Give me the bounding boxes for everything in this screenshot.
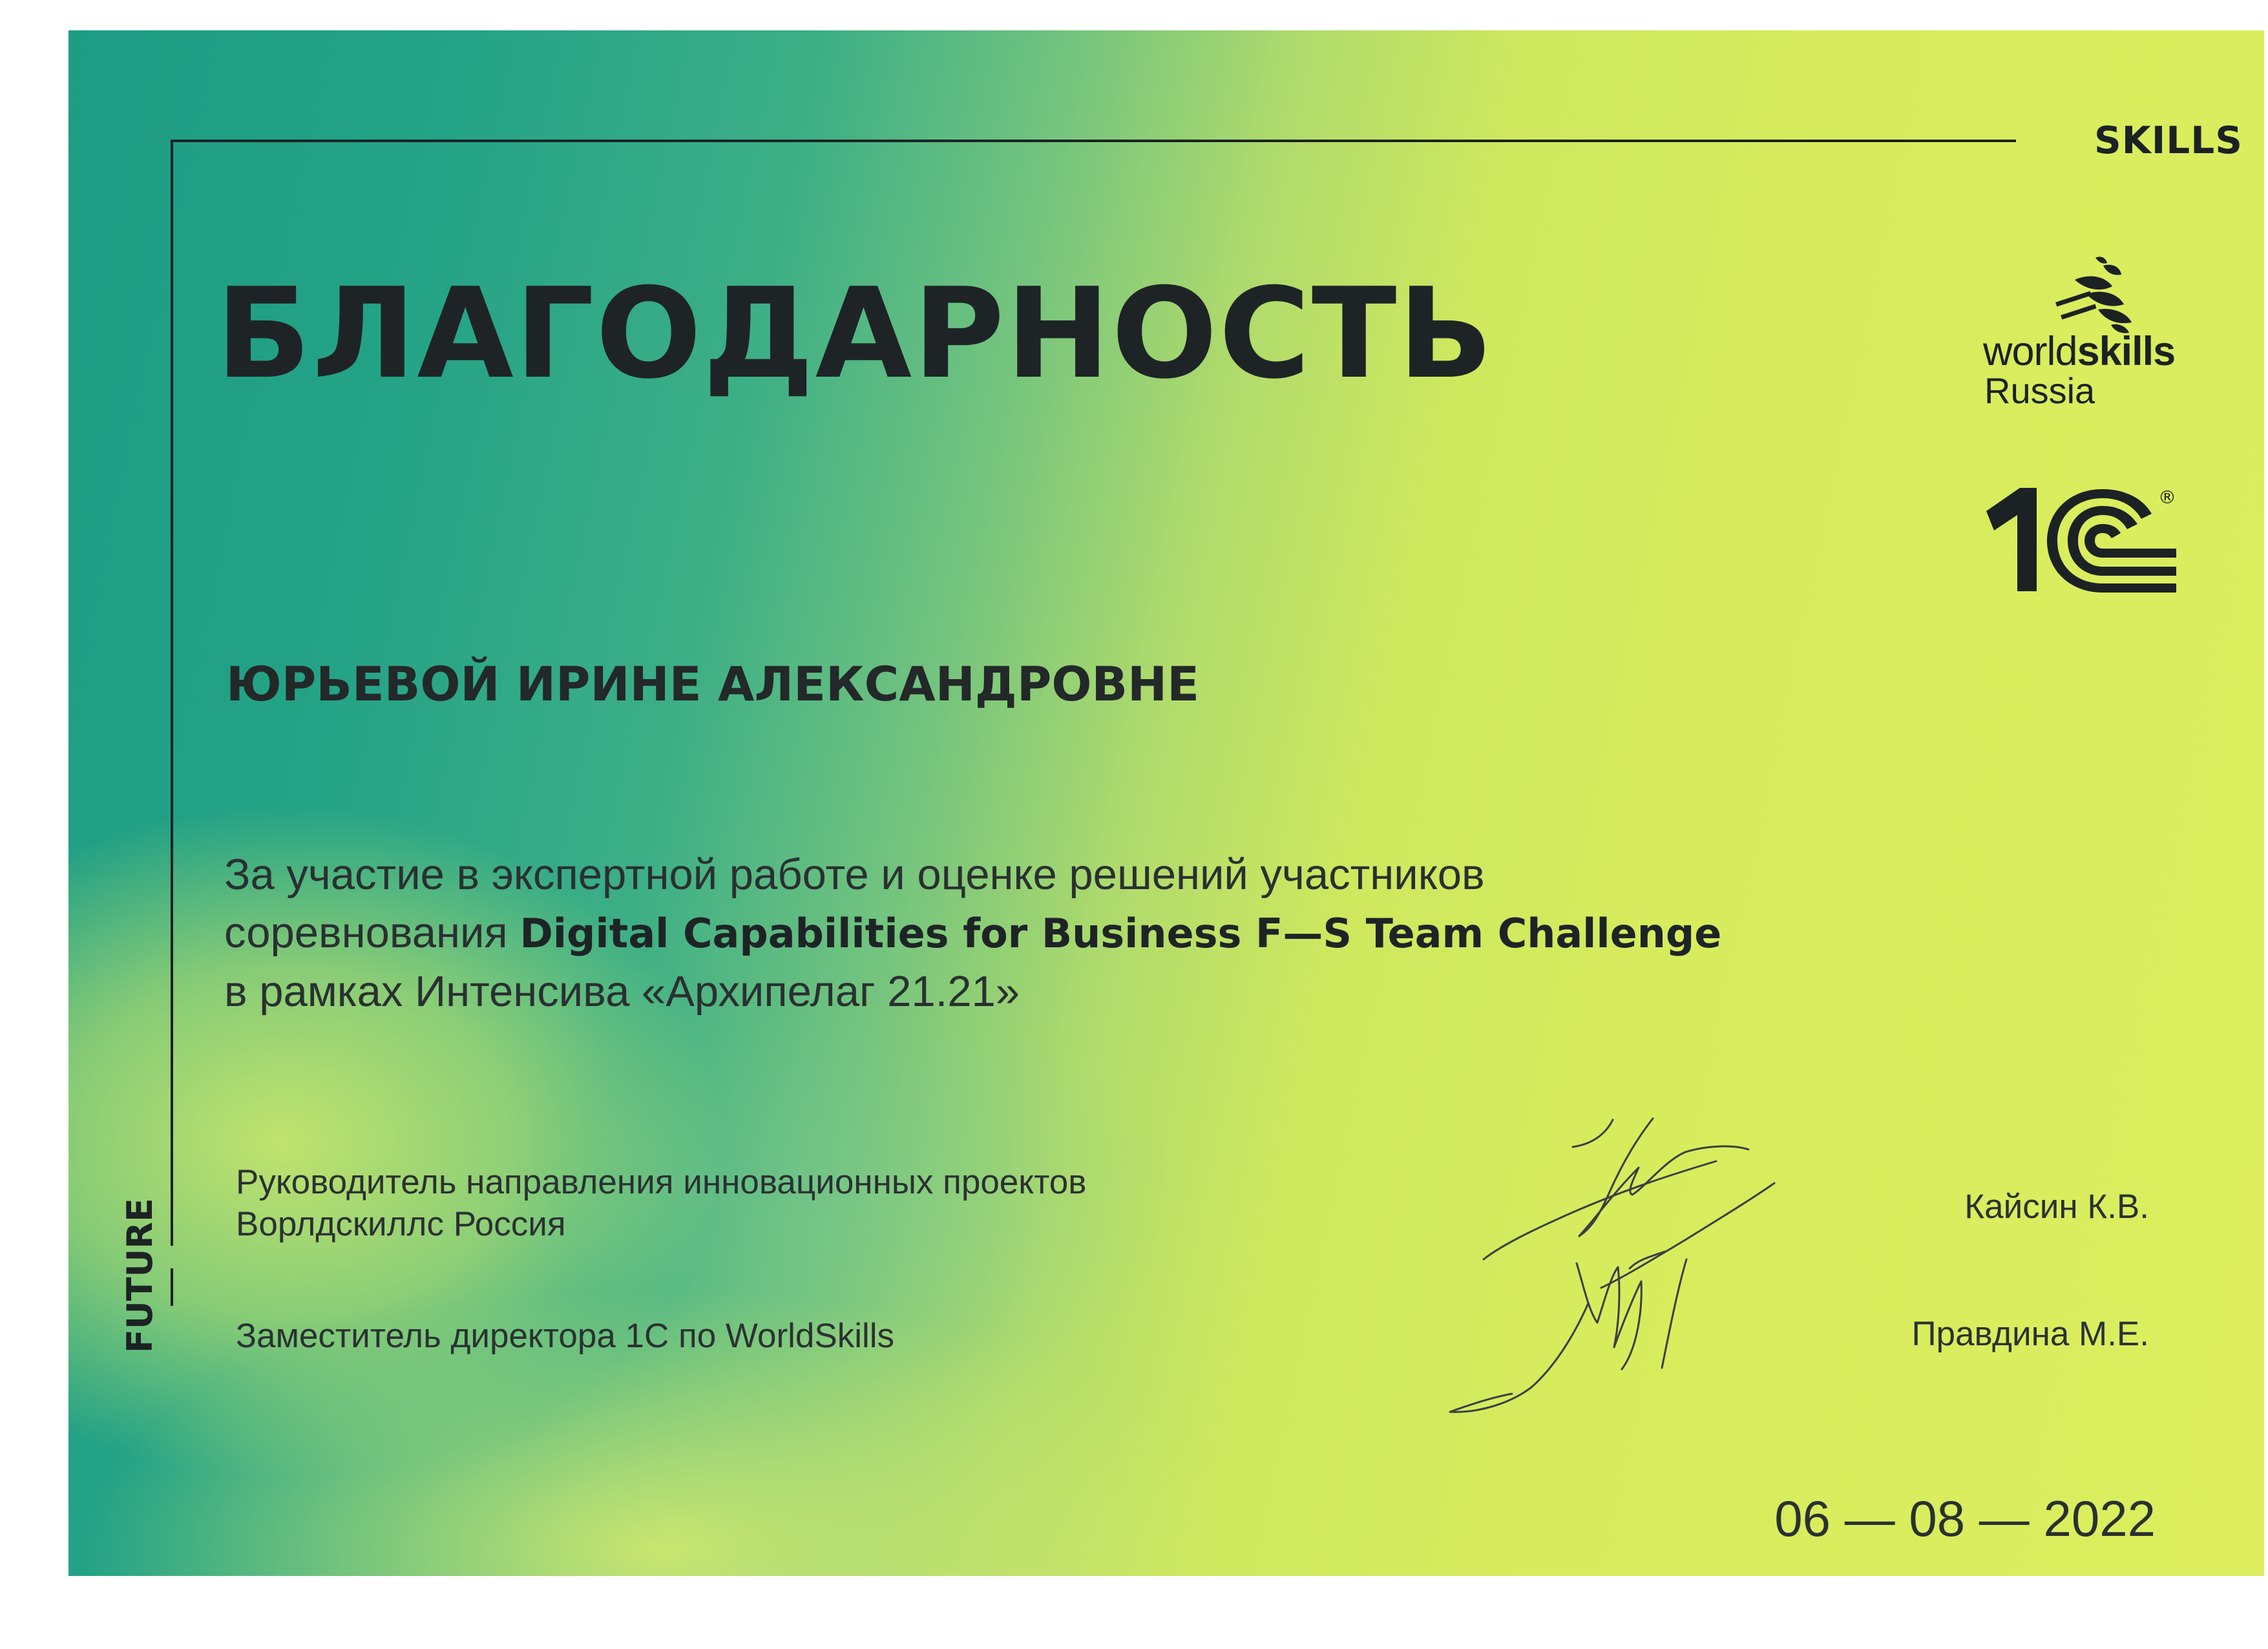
handwritten-signatures	[1445, 1090, 1949, 1465]
competition-name: Digital Capabilities for Business F—S Team Challenge	[520, 910, 1722, 957]
worldskills-word-bold: skills	[2077, 329, 2176, 374]
signatory-1-position	[236, 1161, 1086, 1245]
skills-wordmark: SKILLS	[2094, 118, 2243, 162]
registered-mark: ®	[2158, 487, 2176, 508]
gratitude-line-3: в рамках Интенсива «Архипелаг 21.21»	[224, 967, 1020, 1016]
certificate-title: БЛАГОДАРНОСТЬ	[216, 261, 1495, 406]
1c-logo-icon	[1982, 475, 2183, 604]
recipient-name: ЮРЬЕВОЙ ИРИНЕ АЛЕКСАНДРОВНЕ	[226, 657, 1199, 712]
signatory-2-position: Заместитель директора 1С по WorldSkills	[236, 1317, 895, 1355]
gratitude-line-2	[224, 904, 1721, 963]
frame-top-rule	[171, 140, 2016, 142]
worldskills-region: Russia	[1984, 370, 2095, 411]
worldskills-bee-icon	[2041, 254, 2138, 335]
certificate-sheet	[68, 30, 2264, 1576]
worldskills-wordmark	[1983, 330, 2175, 373]
worldskills-russia-logo	[1983, 254, 2177, 448]
signatory-1-position-line-1: Руководитель направления инновационных проектов	[236, 1163, 1087, 1201]
issue-date: 06 — 08 — 2022	[1774, 1490, 2156, 1547]
signatory-1-name: Кайсин К.В.	[1964, 1188, 2149, 1226]
signatory-1-position-line-2: Ворлдскиллс Россия	[236, 1205, 566, 1243]
frame-left-rule-lower	[171, 1268, 173, 1306]
future-wordmark: FUTURE	[120, 1198, 160, 1353]
frame-left-rule	[171, 140, 173, 1246]
signatory-2-name: Правдина М.Е.	[1911, 1315, 2149, 1353]
gratitude-text	[224, 846, 1721, 1021]
gratitude-line-1: За участие в экспертной работе и оценке решений участников	[224, 850, 1485, 899]
worldskills-word-light: world	[1983, 329, 2077, 374]
gratitude-line-2-prefix: соревнования	[224, 909, 520, 957]
